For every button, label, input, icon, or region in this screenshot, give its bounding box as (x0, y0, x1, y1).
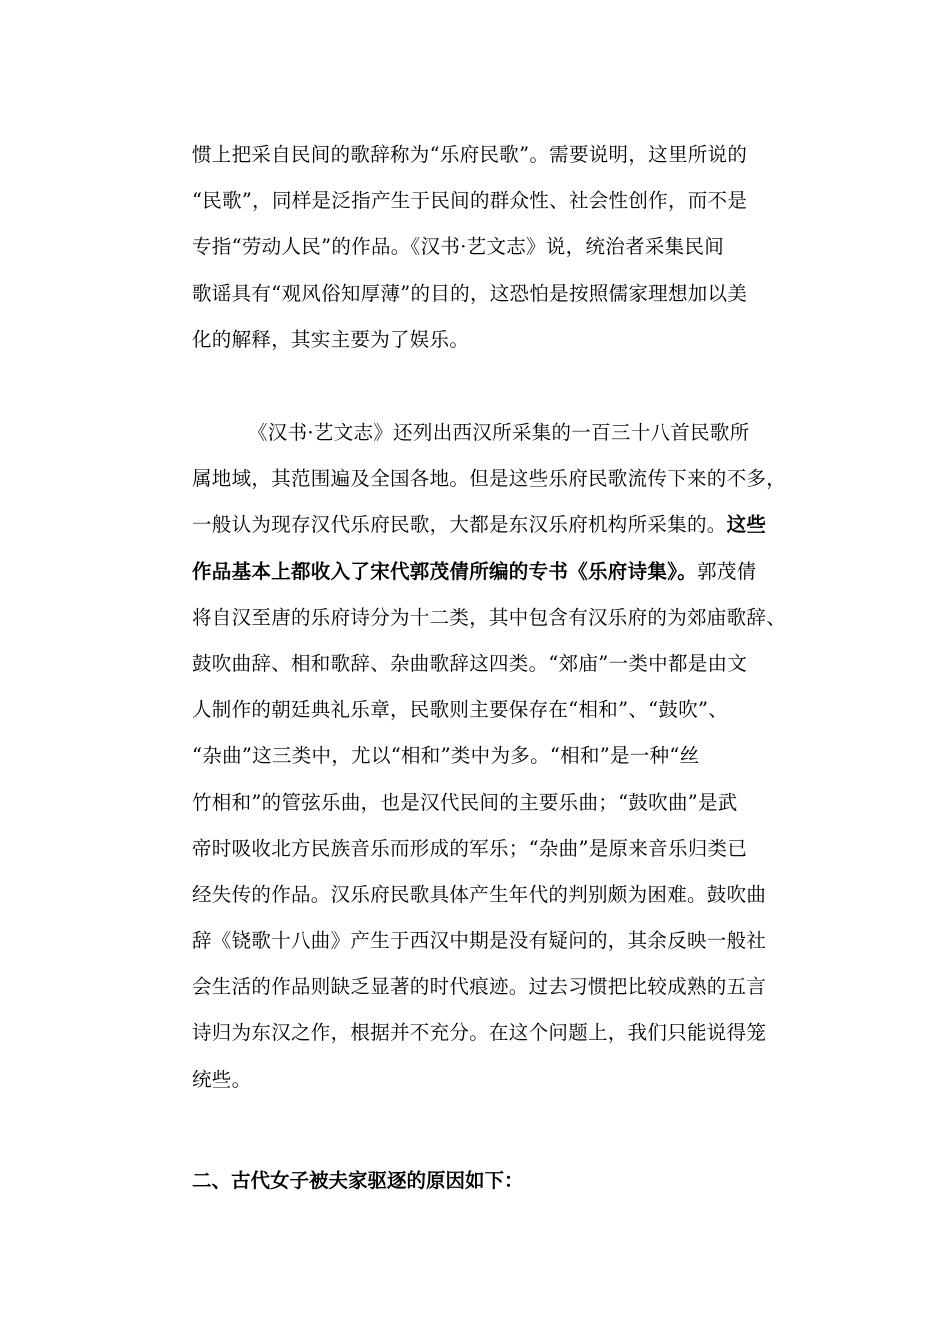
paragraph-line: “民歌”，同样是泛指产生于民间的群众性、社会性创作，而不是 (192, 189, 748, 213)
normal-text: 一般认为现存汉代乐府民歌，大都是东汉乐府机构所采集的。 (192, 513, 727, 537)
paragraph-line: 鼓吹曲辞、相和歌辞、杂曲歌辞这四类。“郊庙”一类中都是由文 (192, 651, 748, 675)
paragraph-line: 人制作的朝廷典礼乐章，民歌则主要保存在“相和”、“鼓吹”、 (192, 698, 729, 722)
paragraph-line (192, 549, 768, 595)
paragraph-line: 惯上把采自民间的歌辞称为“乐府民歌”。需要说明，这里所说的 (192, 143, 748, 166)
paragraph-line: 将自汉至唐的乐府诗分为十二类，其中包含有汉乐府的为郊庙歌辞、 (192, 605, 787, 629)
section-heading: 二、古代女子被夫家驱逐的原因如下： (192, 1169, 524, 1192)
bold-text: 作品基本上都收入了宋代郭茂倩所编的专书《乐府诗集》。 (192, 559, 698, 583)
paragraph-line: “杂曲”这三类中，尤以“相和”类中为多。“相和”是一种“丝 (192, 744, 700, 768)
paragraph-yuefu-classification (192, 410, 787, 1103)
paragraph-line: 《汉书·艺文志》还列出西汉所采集的一百三十八首民歌所 (248, 421, 750, 444)
paragraph-line: 专指“劳动人民”的作品。《汉书·艺文志》说，统治者采集民间 (192, 235, 725, 259)
paragraph-line: 歌谣具有“观风俗知厚薄”的目的，这恐怕是按照儒家理想加以美 (192, 281, 748, 305)
paragraph-line: 辞《铙歌十八曲》产生于西汉中期是没有疑问的，其余反映一般社 (192, 929, 767, 953)
paragraph-line (192, 502, 768, 548)
paragraph-line: 统些。 (192, 1067, 252, 1091)
paragraph-line: 属地域，其范围遍及全国各地。但是这些乐府民歌流传下来的不多， (192, 467, 787, 491)
paragraph-line: 化的解释，其实主要为了娱乐。 (192, 327, 470, 351)
paragraph-line: 诗归为东汉之作，根据并不充分。在这个问题上，我们只能说得笼 (192, 1021, 767, 1045)
paragraph-yuefu-folk-songs-definition (192, 132, 768, 363)
normal-text: 郭茂倩 (697, 559, 757, 583)
paragraph-line: 帝时吸收北方民族音乐而形成的军乐；“杂曲”是原来音乐归类已 (192, 836, 748, 860)
paragraph-line: 竹相和”的管弦乐曲，也是汉代民间的主要乐曲；“鼓吹曲”是武 (192, 790, 738, 814)
bold-text: 这些 (726, 513, 767, 537)
paragraph-line: 会生活的作品则缺乏显著的时代痕迹。过去习惯把比较成熟的五言 (192, 975, 767, 999)
paragraph-line: 经失传的作品。汉乐府民歌具体产生年代的判别颇为困难。鼓吹曲 (192, 882, 767, 906)
